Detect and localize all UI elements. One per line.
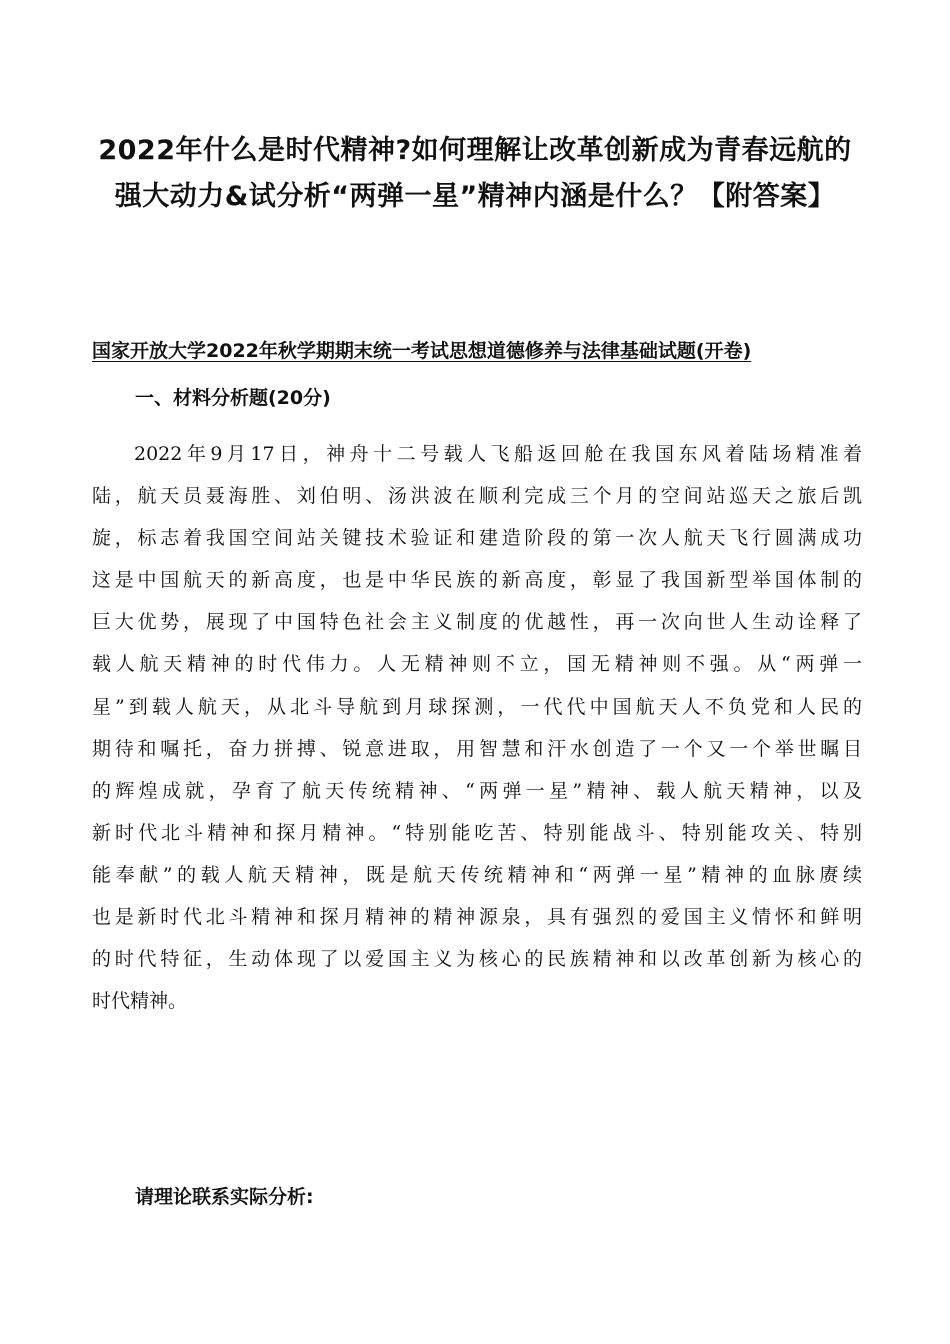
title-line-2: 强大动力&试分析“两弹一星”精神内涵是什么？【附答案】 — [114, 181, 836, 212]
document-title — [60, 128, 890, 220]
title-line-1: 2022年什么是时代精神?如何理解让改革创新成为青春远航的 — [98, 135, 852, 166]
paragraph-line: 载人航天精神的时代伟力。人无精神则不立，国无精神则不强。从“两弹一 — [92, 653, 862, 676]
paragraph-line: 这是中国航天的新高度，也是中华民族的新高度，彰显了我国新型举国体制的 — [92, 569, 862, 592]
paragraph-line: 时代精神。 — [92, 990, 188, 1013]
material-paragraph — [92, 433, 862, 1022]
paragraph-line: 期待和嘱托，奋力拼搏、锐意进取，用智慧和汗水创造了一个又一个举世瞩目 — [92, 737, 862, 760]
analysis-prompt: 请理论联系实际分析: — [135, 1186, 314, 1208]
exam-heading: 国家开放大学2022年秋学期期末统一考试思想道德修养与法律基础试题(开卷) — [92, 340, 752, 362]
section-heading: 一、材料分析题(20分) — [135, 387, 331, 409]
paragraph-line: 能奉献”的载人航天精神，既是航天传统精神和“两弹一星”精神的血脉赓续 — [92, 863, 862, 886]
paragraph-line: 的辉煌成就，孕育了航天传统精神、“两弹一星”精神、载人航天精神，以及 — [92, 779, 862, 802]
paragraph-line: 2022年9月17日，神舟十二号载人飞船返回舱在我国东风着陆场精准着 — [134, 443, 862, 465]
paragraph-line: 也是新时代北斗精神和探月精神的精神源泉，具有强烈的爱国主义情怀和鲜明 — [92, 906, 862, 929]
paragraph-line: 陆，航天员聂海胜、刘伯明、汤洪波在顺利完成三个月的空间站巡天之旅后凯 — [92, 485, 862, 508]
paragraph-line: 旋，标志着我国空间站关键技术验证和建造阶段的第一次人航天飞行圆满成功 — [92, 527, 862, 550]
paragraph-line: 新时代北斗精神和探月精神。“特别能吃苦、特别能战斗、特别能攻关、特别 — [92, 821, 862, 844]
paragraph-line: 星”到载人航天，从北斗导航到月球探测，一代代中国航天人不负党和人民的 — [92, 695, 862, 718]
paragraph-line: 的时代特征，生动体现了以爱国主义为核心的民族精神和以改革创新为核心的 — [92, 948, 862, 971]
paragraph-line: 巨大优势，展现了中国特色社会主义制度的优越性，再一次向世人生动诠释了 — [92, 611, 862, 634]
